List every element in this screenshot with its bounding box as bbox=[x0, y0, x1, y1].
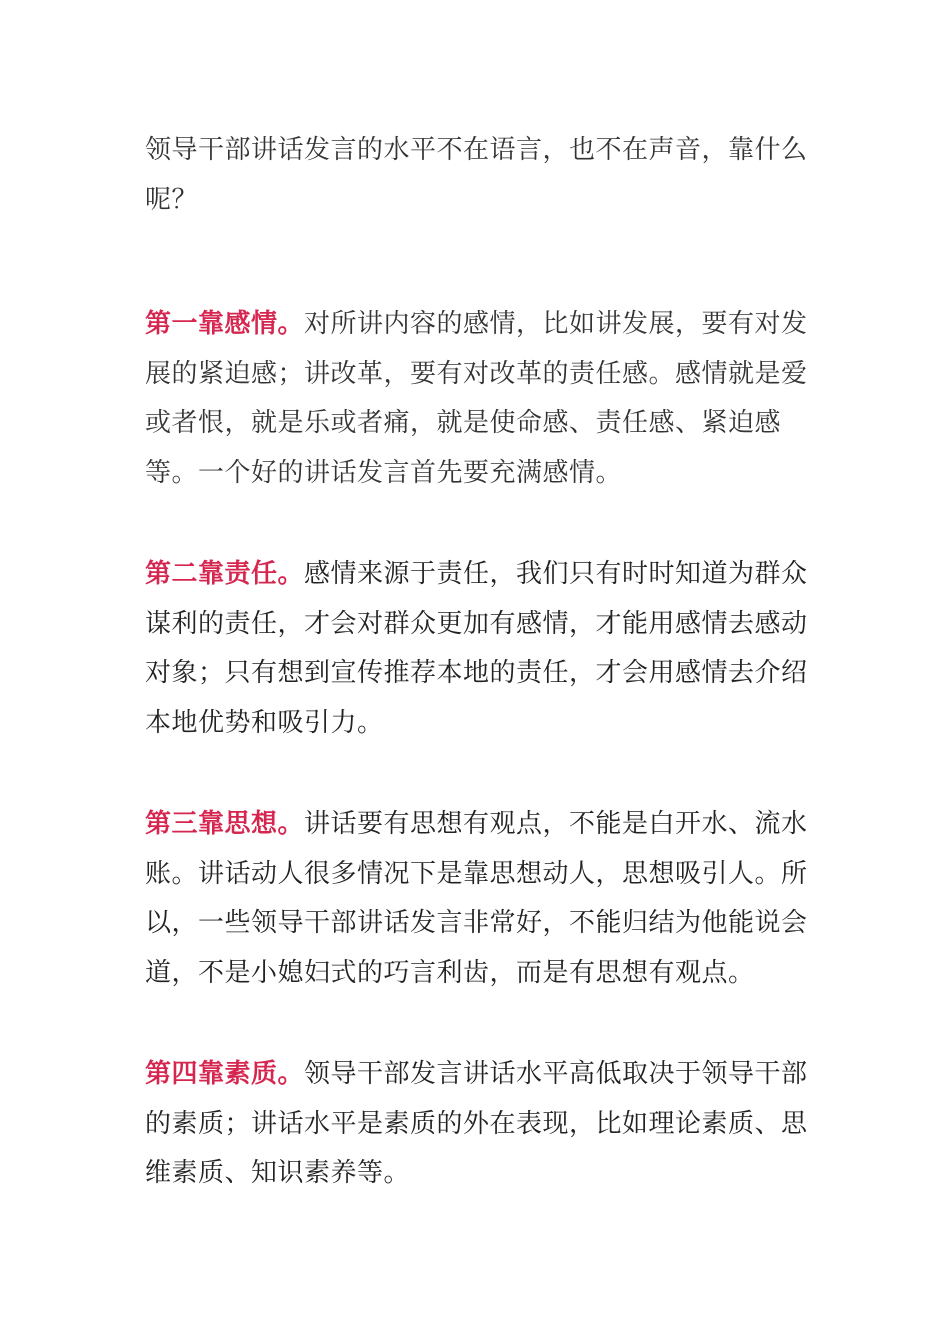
section-body-responsibility: 感情来源于责任，我们只有时时知道为群众谋利的责任，才会对群众更加有感情，才能用感情去感动对象；只有想到宣传推荐本地的责任，才会用感情去介绍本地优势和吸引力。 bbox=[145, 559, 808, 738]
section-body-emotion: 对所讲内容的感情，比如讲发展，要有对发展的紧迫感；讲改革，要有对改革的责任感。感情就是爱或者恨，就是乐或者痛，就是使命感、责任感、紧迫感等。一个好的讲话发言首先要充满感情。 bbox=[145, 309, 808, 488]
section-heading-thought: 第三靠思想。 bbox=[145, 809, 305, 839]
section-paragraph-quality bbox=[145, 1050, 810, 1199]
section-heading-emotion: 第一靠感情。 bbox=[145, 309, 305, 339]
intro-paragraph bbox=[145, 126, 810, 225]
section-heading-responsibility: 第二靠责任。 bbox=[145, 559, 305, 589]
section-paragraph-thought bbox=[145, 800, 810, 998]
intro-text: 领导干部讲话发言的水平不在语言，也不在声音，靠什么呢？ bbox=[145, 135, 808, 215]
section-body-quality: 领导干部发言讲话水平高低取决于领导干部的素质；讲话水平是素质的外在表现，比如理论素质、思维素质、知识素养等。 bbox=[145, 1059, 808, 1188]
section-body-thought: 讲话要有思想有观点，不能是白开水、流水账。讲话动人很多情况下是靠思想动人，思想吸引人。所以，一些领导干部讲话发言非常好，不能归结为他能说会道，不是小媳妇式的巧言利齿，而是有思想有观点。 bbox=[145, 809, 808, 988]
section-paragraph-emotion bbox=[145, 300, 810, 498]
section-heading-quality: 第四靠素质。 bbox=[145, 1059, 305, 1089]
section-paragraph-responsibility bbox=[145, 550, 810, 748]
